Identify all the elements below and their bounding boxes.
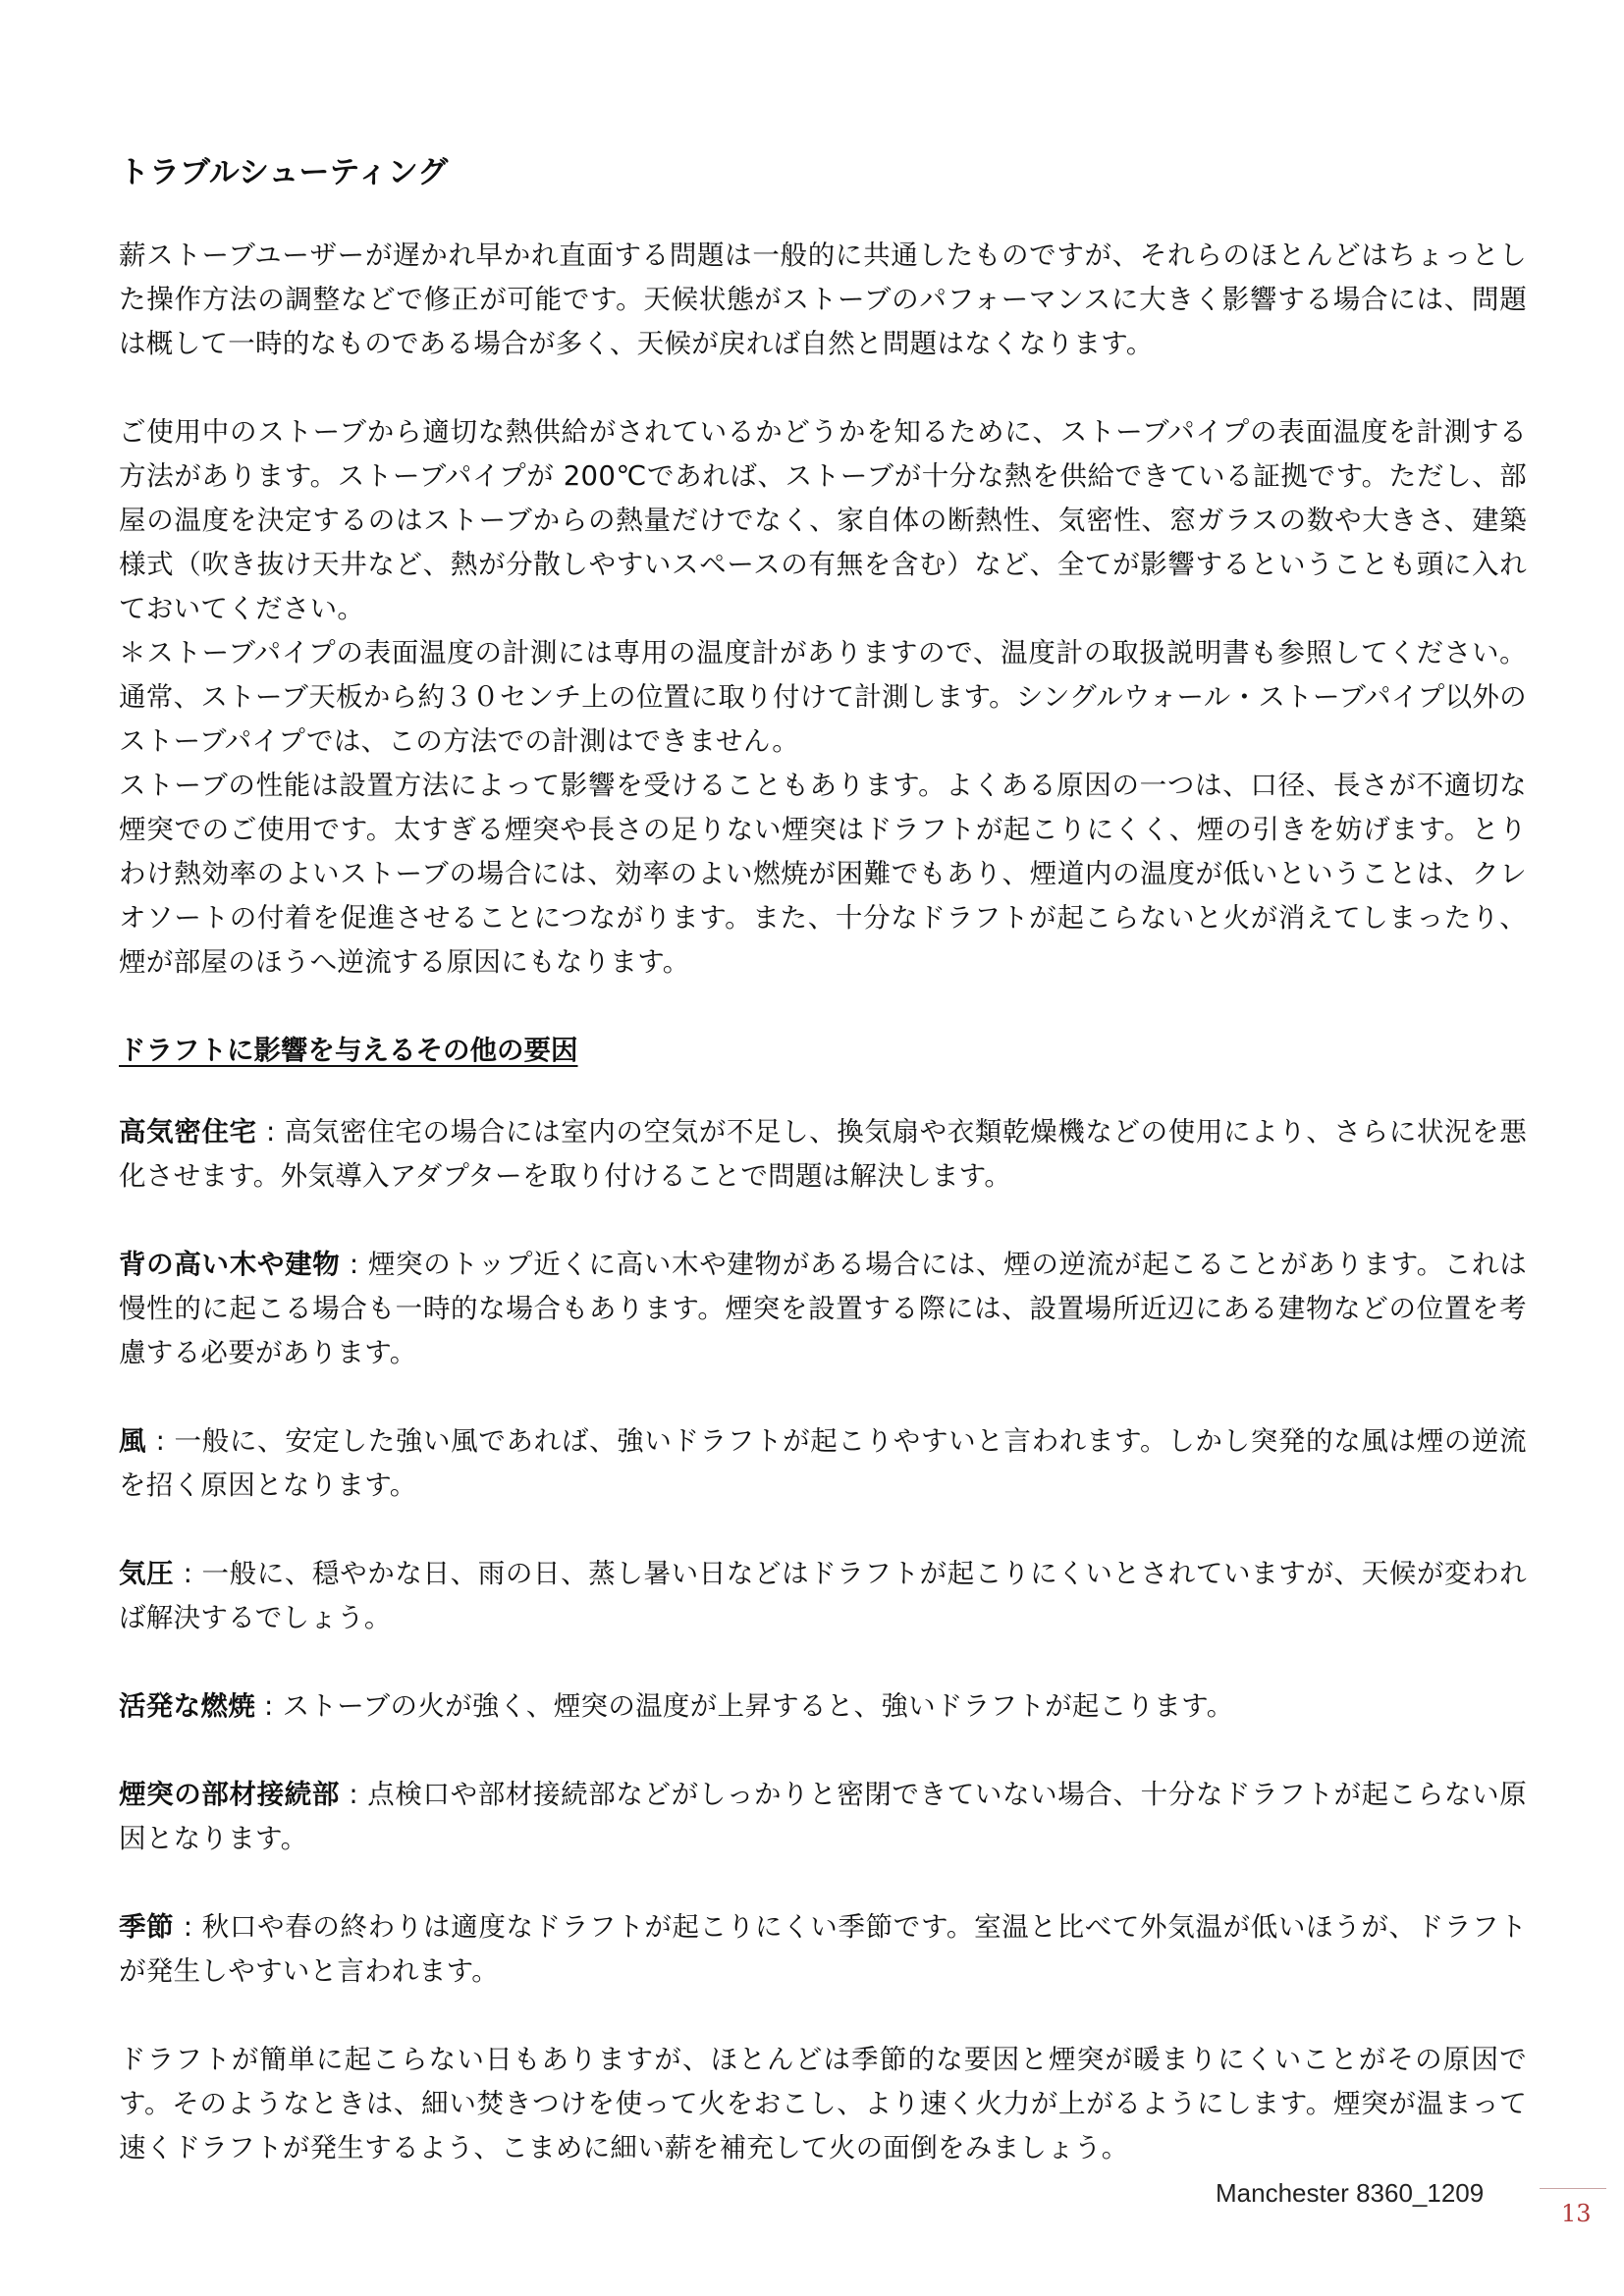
factor-text: : 秋口や春の終わりは適度なドラフトが起こりにくい季節です。室温と比べて外気温が低いほうが、ドラフトが発生しやすいと言われます。 — [119, 1911, 1527, 1987]
factor-term: 背の高い木や建物 — [119, 1249, 341, 1280]
factor-term: 高気密住宅 — [119, 1116, 257, 1148]
factor-paragraph-active-combustion — [119, 1684, 1527, 1729]
factor-paragraph-wind — [119, 1419, 1527, 1508]
factor-term: 煙突の部材接続部 — [119, 1779, 340, 1810]
factor-paragraph-air-pressure — [119, 1552, 1527, 1640]
factor-text: : 高気密住宅の場合には室内の空気が不足し、換気扇や衣類乾燥機などの使用により、さらに状況を悪化させます。外気導入アダプターを取り付けることで問題は解決します。 — [119, 1116, 1527, 1192]
page-number: 13 — [1561, 2200, 1592, 2227]
page-title: トラブルシューティング — [119, 155, 449, 190]
factor-term: 気圧 — [119, 1558, 175, 1589]
factor-paragraph-tall-trees — [119, 1243, 1527, 1375]
footer-model-code: Manchester 8360_1209 — [1216, 2178, 1485, 2208]
factor-text: : 煙突のトップ近くに高い木や建物がある場合には、煙の逆流が起こることがあります。これは慢性的に起こる場合も一時的な場合もあります。煙突を設置する際には、設置場所近辺にある建物などの位置を考慮する必要があります。 — [119, 1249, 1528, 1368]
section-subheading: ドラフトに影響を与えるその他の要因 — [119, 1035, 578, 1066]
factor-term: 活発な燃焼 — [119, 1690, 255, 1722]
factor-paragraph-chimney-joints — [119, 1773, 1527, 1861]
factor-paragraph-season — [119, 1905, 1527, 1994]
intro-paragraph-3: ＊ストーブパイプの表面温度の計測には専用の温度計がありますので、温度計の取扱説明書も参照してください。通常、ストーブ天板から約３０センチ上の位置に取り付けて計測します。シングルウォール・ストーブパイプ以外のストーブパイプでは、この方法での計測はできません。 — [119, 637, 1527, 757]
factor-text: : 一般に、安定した強い風であれば、強いドラフトが起こりやすいと言われます。しかし突発的な風は煙の逆流を招く原因となります。 — [119, 1425, 1527, 1501]
factor-text: : 一般に、穏やかな日、雨の日、蒸し暑い日などはドラフトが起こりにくいとされていますが、天候が変われば解決するでしょう。 — [119, 1558, 1527, 1633]
intro-paragraph-4: ストーブの性能は設置方法によって影響を受けることもあります。よくある原因の一つは、口径、長さが不適切な煙突でのご使用です。太すぎる煙突や長さの足りない煙突はドラフトが起こりにくく、煙の引きを妨げます。とりわけ熱効率のよいストーブの場合には、効率のよい燃焼が困難でもあり、煙道内の温度が低いということは、クレオソートの付着を促進させることにつながります。また、十分なドラフトが起こらないと火が消えてしまったり、煙が部屋のほうへ逆流する原因にもなります。 — [119, 770, 1527, 978]
factor-term: 風 — [119, 1425, 147, 1457]
factor-term: 季節 — [119, 1911, 175, 1943]
factor-text: : ストーブの火が強く、煙突の温度が上昇すると、強いドラフトが起こります。 — [255, 1690, 1234, 1722]
factor-paragraph-airtight-house — [119, 1110, 1527, 1199]
factor-text: : 点検口や部材接続部などがしっかりと密閉できていない場合、十分なドラフトが起こらない原因となります。 — [119, 1779, 1527, 1854]
closing-paragraph: ドラフトが簡単に起こらない日もありますが、ほとんどは季節的な要因と煙突が暖まりにくいことがその原因です。そのようなときは、細い焚きつけを使って火をおこし、より速く火力が上がるようにします。煙突が温まって速くドラフトが発生するよう、こまめに細い薪を補充して火の面倒をみましょう。 — [119, 2044, 1527, 2163]
intro-paragraph-1: 薪ストーブユーザーが遅かれ早かれ直面する問題は一般的に共通したものですが、それらのほとんどはちょっとした操作方法の調整などで修正が可能です。天候状態がストーブのパフォーマンスに大きく影響する場合には、問題は概して一時的なものである場合が多く、天候が戻れば自然と問題はなくなります。 — [119, 240, 1527, 359]
footer-divider — [1540, 2188, 1606, 2189]
intro-paragraph-2: ご使用中のストーブから適切な熱供給がされているかどうかを知るために、ストーブパイプの表面温度を計測する方法があります。ストーブパイプが 200℃であれば、ストーブが十分な熱を供給できている証拠です。ただし、部屋の温度を決定するのはストーブからの熱量だけでなく、家自体の断熱性、気密性、窓ガラスの数や大きさ、建築様式（吹き抜け天井など、熱が分散しやすいスペースの有無を含む）など、全てが影響するということも頭に入れておいてください。 — [119, 416, 1527, 624]
